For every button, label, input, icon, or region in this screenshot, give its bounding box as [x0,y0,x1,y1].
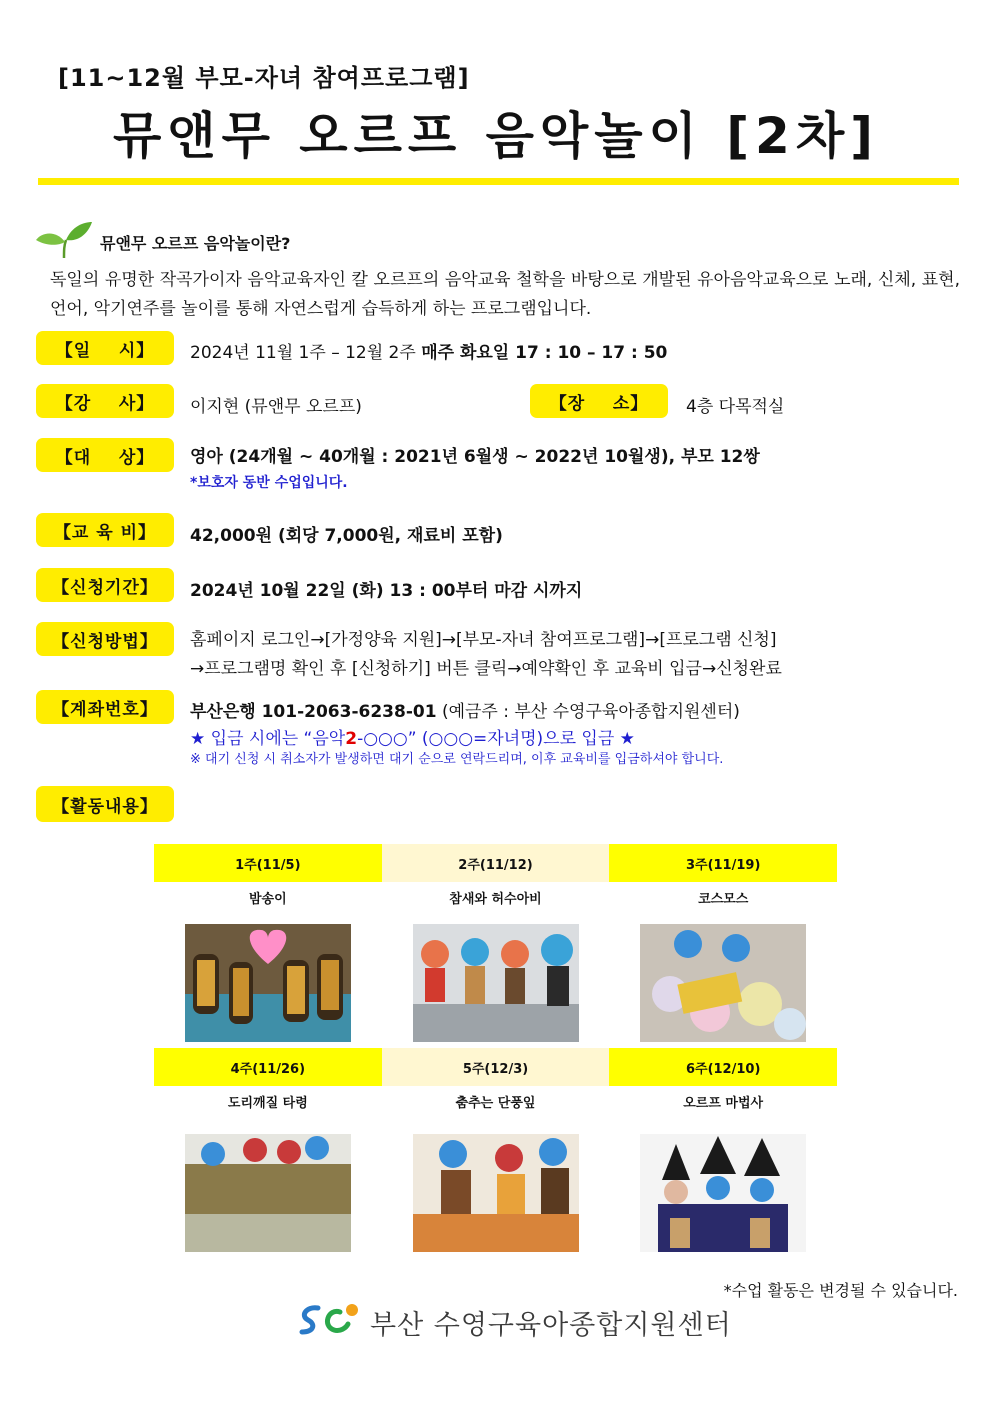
subtitle: [11~12월 부모-자녀 참여프로그램] [58,64,470,92]
week-header: 3주(11/19) [609,844,837,882]
activity-photo-sparrow [413,924,579,1042]
label-activities: 【활동내용】 [36,786,174,822]
title-underline [38,178,959,185]
method-line1: 홈페이지 로그인→[가정양육 지원]→[부모-자녀 참여프로그램]→[프로그램 신청] [190,630,777,650]
deposit-instruction-a: ★ 입금 시에는 “음악 [190,729,346,749]
week-header: 6주(12/10) [609,1048,837,1086]
label-account: 【계좌번호】 [36,690,174,724]
week-header: 1주(11/5) [154,844,382,882]
activity-photo-wizard [640,1134,806,1252]
activity-name: 밤송이 [248,892,287,907]
deposit-instruction-b: -○○○” (○○○=자녀명)으로 입금 ★ [357,729,635,749]
target-value: 영아 (24개월 ~ 40개월 : 2021년 6월생 ~ 2022년 10월생), 부모 12쌍 [190,447,760,467]
account-holder: (예금주 : 부산 수영구육아종합지원센터) [436,702,740,722]
activity-names [154,1086,837,1122]
change-notice: *수업 활동은 변경될 수 있습니다. [723,1281,958,1300]
schedule-dates: 2024년 11월 1주 – 12월 2주 [190,343,422,363]
label-target: 【대 상】 [36,438,174,472]
activity-name: 참새와 허수아비 [449,892,542,907]
target-note: *보호자 동반 수업입니다. [190,475,348,491]
label-teacher: 【강 사】 [36,384,174,418]
intro-heading [36,220,290,264]
activity-photo-chestnut [185,924,351,1042]
center-logo-icon [296,1300,362,1344]
schedule-time: 매주 화요일 17 : 10 – 17 : 50 [421,343,668,363]
deposit-instruction [190,724,635,749]
center-name: 부산 수영구육아종합지원센터 [370,1309,732,1341]
method-line2: →프로그램명 확인 후 [신청하기] 버튼 클릭→예약확인 후 교육비 입금→신청완료 [190,659,782,679]
label-schedule: 【일 시】 [36,331,174,365]
activity-week-headers [154,844,837,882]
waitlist-notice: ※ 대기 신청 시 취소자가 발생하면 대기 순으로 연락드리며, 이후 교육비를 입금하셔야 합니다. [190,752,724,767]
activity-grid-row-2 [154,1048,837,1254]
activity-photo-flail [185,1134,351,1252]
activity-week-headers [154,1048,837,1086]
fee-value: 42,000원 (회당 7,000원, 재료비 포함) [190,526,503,546]
activity-name: 코스모스 [698,892,749,907]
label-fee: 【교 육 비】 [36,513,174,547]
label-method: 【신청방법】 [36,622,174,656]
activity-name: 춤추는 단풍잎 [455,1096,536,1111]
footer-brand [296,1300,732,1344]
intro-text: 독일의 유명한 작곡가이자 음악교육자인 칼 오르프의 음악교육 철학을 바탕으로 개발된 유아음악교육으로 노래, 신체, 표현, 언어, 악기연주를 놀이를 통해 자연스럽게 습득하게 하는 프로그램입니다. [50,270,960,319]
activity-grid-row-1 [154,844,837,1050]
week-header: 2주(11/12) [382,844,610,882]
activity-photos [154,918,837,1050]
deposit-instruction-number: 2 [345,729,358,749]
activity-names [154,882,837,918]
page-title: 뮤앤무 오르프 음악놀이 [2차] [112,107,879,165]
schedule-value [190,338,667,363]
sprout-icon [36,220,92,264]
place-value: 4층 다목적실 [686,397,785,417]
week-header: 5주(12/3) [382,1048,610,1086]
activity-photos [154,1122,837,1254]
teacher-value: 이지현 (뮤앤무 오르프) [190,397,362,417]
activity-photo-leaves [413,1134,579,1252]
activity-name: 오르프 마법사 [683,1096,764,1111]
activity-name: 도리깨질 타령 [227,1096,308,1111]
activity-photo-cosmos [640,924,806,1042]
period-value: 2024년 10월 22일 (화) 13 : 00부터 마감 시까지 [190,581,583,601]
week-header: 4주(11/26) [154,1048,382,1086]
label-period: 【신청기간】 [36,568,174,602]
intro-question: 뮤앤무 오르프 음악놀이란? [100,233,291,253]
account-number: 부산은행 101-2063-6238-01 [190,702,437,722]
account-value [190,697,740,722]
label-place: 【장 소】 [530,384,668,418]
